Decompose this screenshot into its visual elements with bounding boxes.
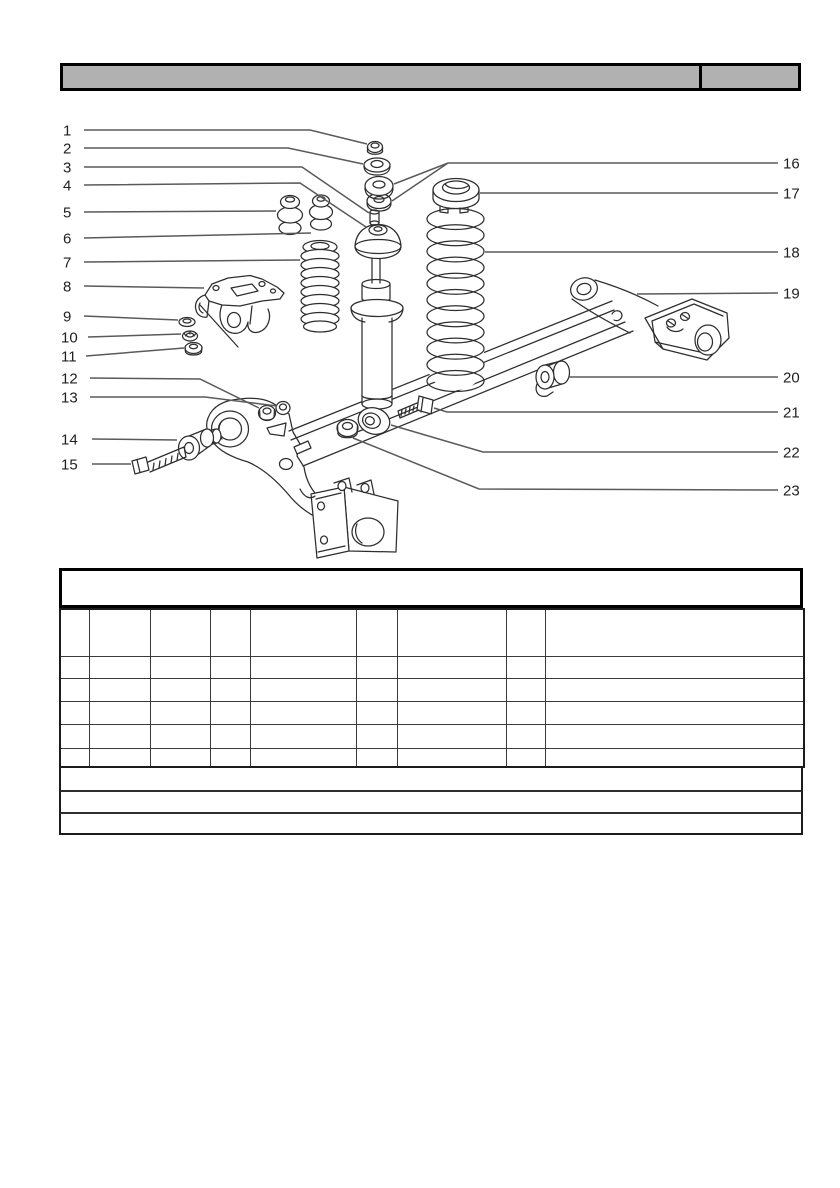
table-footer-row bbox=[59, 768, 803, 792]
leader-line-6 bbox=[84, 233, 311, 238]
callout-label-8: 8 bbox=[63, 278, 72, 296]
leader-line-9 bbox=[84, 316, 178, 320]
table-cell bbox=[210, 609, 250, 656]
table-footer-row bbox=[59, 814, 803, 835]
table-cell bbox=[545, 609, 804, 656]
arm-bushing-bolt-drawing bbox=[132, 429, 221, 474]
table-cell bbox=[60, 678, 89, 701]
callout-label-17: 17 bbox=[783, 185, 800, 203]
table-row bbox=[60, 701, 804, 724]
table-cell bbox=[89, 701, 150, 724]
table-cell bbox=[150, 701, 210, 724]
table-cell bbox=[89, 724, 150, 748]
table-cell bbox=[250, 724, 356, 748]
callout-label-14: 14 bbox=[61, 431, 78, 449]
table-cell bbox=[356, 609, 397, 656]
table-cell bbox=[356, 656, 397, 678]
table-row bbox=[60, 656, 804, 678]
callout-label-6: 6 bbox=[63, 230, 72, 248]
table-cell bbox=[545, 724, 804, 748]
table-header-band bbox=[59, 568, 803, 608]
table-cell bbox=[89, 656, 150, 678]
bump-stop-drawing bbox=[278, 195, 333, 235]
table-cell bbox=[150, 656, 210, 678]
table-cell bbox=[60, 656, 89, 678]
table-cell bbox=[356, 748, 397, 767]
table-cell bbox=[210, 748, 250, 767]
table-cell bbox=[89, 678, 150, 701]
table-cell bbox=[60, 724, 89, 748]
callout-label-4: 4 bbox=[63, 177, 72, 195]
table-cell bbox=[545, 656, 804, 678]
leader-line-14 bbox=[92, 439, 177, 440]
table-cell bbox=[397, 678, 506, 701]
leader-line-21 bbox=[434, 408, 778, 412]
table-cell bbox=[545, 701, 804, 724]
callout-label-20: 20 bbox=[783, 369, 800, 387]
callout-label-2: 2 bbox=[63, 140, 72, 158]
table-cell bbox=[397, 724, 506, 748]
leader-line-23 bbox=[353, 438, 778, 490]
table-cell bbox=[250, 656, 356, 678]
rubber-mount-drawing bbox=[536, 361, 570, 396]
callout-label-15: 15 bbox=[61, 456, 78, 474]
callout-label-18: 18 bbox=[783, 244, 800, 262]
spring-seat-drawing bbox=[433, 179, 479, 214]
table-cell bbox=[60, 609, 89, 656]
leader-line-2 bbox=[84, 148, 363, 164]
table-cell bbox=[356, 724, 397, 748]
leader-line-7 bbox=[84, 260, 300, 262]
table-cell bbox=[506, 609, 545, 656]
table-cell bbox=[506, 678, 545, 701]
leader-line-19 bbox=[637, 293, 778, 294]
callout-label-21: 21 bbox=[783, 404, 800, 422]
table-cell bbox=[210, 701, 250, 724]
coil-spring-drawing bbox=[427, 208, 484, 392]
table-cell bbox=[397, 609, 506, 656]
table-row bbox=[60, 724, 804, 748]
table-cell bbox=[250, 609, 356, 656]
table-cell bbox=[60, 748, 89, 767]
leader-line-10 bbox=[88, 334, 181, 337]
table-row bbox=[60, 609, 804, 656]
table-cell bbox=[356, 678, 397, 701]
table-cell bbox=[397, 701, 506, 724]
table-footer-row bbox=[59, 792, 803, 814]
protective-boot-drawing bbox=[301, 241, 339, 333]
parts-table bbox=[59, 568, 803, 835]
table-cell bbox=[250, 748, 356, 767]
table-footer-host bbox=[59, 768, 803, 835]
table-cell bbox=[150, 609, 210, 656]
upper-bracket-drawing bbox=[195, 276, 284, 348]
table-cell bbox=[356, 701, 397, 724]
table-cell bbox=[89, 609, 150, 656]
callout-label-19: 19 bbox=[783, 285, 800, 303]
callout-label-9: 9 bbox=[63, 308, 72, 326]
table-row bbox=[60, 678, 804, 701]
callout-label-16: 16 bbox=[783, 155, 800, 173]
callout-label-13: 13 bbox=[61, 389, 78, 407]
callout-label-1: 1 bbox=[63, 122, 72, 140]
table-cell bbox=[89, 748, 150, 767]
table-cell bbox=[545, 748, 804, 767]
table-cell bbox=[506, 724, 545, 748]
table-cell bbox=[210, 678, 250, 701]
table-cell bbox=[60, 701, 89, 724]
leader-line-1 bbox=[84, 130, 367, 144]
table-cell bbox=[506, 656, 545, 678]
shock-eye-bushing-drawing bbox=[355, 404, 393, 439]
table-cell bbox=[210, 724, 250, 748]
callout-label-5: 5 bbox=[63, 204, 72, 222]
callout-label-23: 23 bbox=[783, 482, 800, 500]
left-bracket-drawing bbox=[300, 478, 398, 558]
table-cell bbox=[150, 678, 210, 701]
callout-label-12: 12 bbox=[61, 370, 78, 388]
leader-line-8 bbox=[84, 286, 204, 288]
table-cell bbox=[506, 701, 545, 724]
leader-line-5 bbox=[84, 211, 276, 212]
table-cell bbox=[210, 656, 250, 678]
table-cell bbox=[545, 678, 804, 701]
table-cell bbox=[150, 748, 210, 767]
parts-grid bbox=[59, 608, 805, 768]
callout-label-11: 11 bbox=[61, 348, 77, 366]
callout-label-22: 22 bbox=[783, 444, 800, 462]
leader-line-22 bbox=[391, 425, 778, 452]
table-row bbox=[60, 748, 804, 767]
table-cell bbox=[150, 724, 210, 748]
callout-label-3: 3 bbox=[63, 159, 72, 177]
parts-grid-host bbox=[59, 608, 803, 768]
shock-absorber-drawing bbox=[351, 280, 403, 439]
leader-line-11 bbox=[86, 348, 184, 356]
table-cell bbox=[250, 701, 356, 724]
upper-mount-stack-drawing bbox=[355, 142, 401, 284]
callout-label-10: 10 bbox=[61, 329, 78, 347]
right-bracket-drawing bbox=[645, 299, 729, 360]
washer-nut-stack-drawing bbox=[179, 318, 202, 356]
table-cell bbox=[397, 656, 506, 678]
table-cell bbox=[250, 678, 356, 701]
callout-label-7: 7 bbox=[63, 254, 72, 272]
table-cell bbox=[397, 748, 506, 767]
table-cell bbox=[506, 748, 545, 767]
